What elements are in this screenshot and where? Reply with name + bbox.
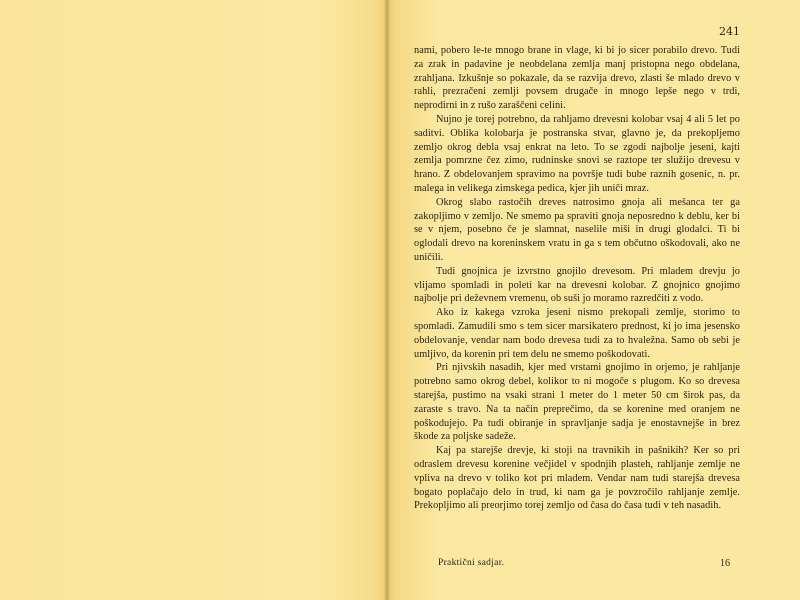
paragraph-6: Pri njivskih nasadih, kjer med vrstami gnojimo in orjemo, je rahljanje potrebno samo okrog debel, kolikor to ni mogoče s plugom. Ko so drevesa starejša, pustimo na vsaki strani 1 meter do 1 meter 50 cm širok pas, da zaraste s travo. Na ta način preprečimo, da se korenine med oranjem ne poškodujejo. Pa tudi obiranje in spravljanje sadja je enostavnejše in brez škode za poljske sadeže. [414,362,740,443]
paragraph-5: Ako iz kakega vzroka jeseni nismo prekopali zemlje, storimo to spomladi. Zamudili smo s tem sicer marsikatero prednost, ki jo ima jesensko obdelovanje, vendar nam bodo drevesa tudi za to hvaležna. Samo ob sebi je umljivo, da korenin pri tem delu ne smemo poškodovati. [414,307,740,360]
paragraph-2: Nujno je torej potrebno, da rahljamo drevesni kolobar vsaj 4 ali 5 let po saditvi. Oblika kolobarja je postranska stvar, glavno je, da prekopljemo zemljo okrog debla vsaj enkrat na leto. To se zgodi najbolje jeseni, kajti zemlja pomrzne čez zimo, rudninske snovi se raztope ter služijo drevesu v hrano. Z obdelovanjem spravimo na površje tudi bube raznih gosenic, n. pr. malega in velikega zimskega pedica, kjer jih uniči mraz. [414,113,740,194]
footer-book-title: Praktični sadjar. [438,558,505,568]
page-number: 241 [719,25,740,38]
paragraph-7: Kaj pa starejše drevje, ki stoji na travnikih in pašnikih? Ker so pri odraslem drevesu korenine večjidel v spodnjih plasteh, rahljanje zemlje ne vpliva na drevo v toliko kot pri mladem. Vendar nam tudi starejša drevesa bogato poplačajo delo in trud, ki nam ga je povzročilo rahljanje zemlje. Prekopljimo ali preorjimo torej zemljo od časa do časa tudi v teh nasadih. [414,445,740,512]
book-gutter [384,0,390,600]
right-page [392,0,800,600]
paragraph-1: nami, pobero le-te mnogo brane in vlage, ki bi jo sicer porabilo drevo. Tudi za zrak in padavine je neobdelana zemlja manj pristopna nego obdelana, zrahljana. Izkušnje so pokazale, da se razvija drevo, zlasti še mlado drevo v rahli, prezračeni zemlji povsem drugače in mnogo lepše nego v trdi, neprodirni in z rušo zaraščeni celini. [414,45,740,112]
paragraph-3: Okrog slabo rastočih dreves natrosimo gnoja ali mešanca ter ga zakopljimo v zemljo. Ne smemo pa spraviti gnoja neposredno k deblu, ker bi se v njem, posebno če je slamnat, naselile miši in drugi glodalci. Ti bi oglodali drevo na koreninskem vratu in ga s tem občutno oškodovali, ako ne uničili. [414,196,740,263]
body-text [414,44,740,513]
footer-signature-number: 16 [720,558,730,569]
left-page [0,0,385,600]
paragraph-4: Tudi gnojnica je izvrstno gnojilo drevesom. Pri mladem drevju jo vlijamo spomladi in poleti kar na drevesni kolobar. Z gnojnico gnojimo najbolje pri deževnem vremenu, ob suši jo moramo razredčiti z vodo. [414,265,740,305]
